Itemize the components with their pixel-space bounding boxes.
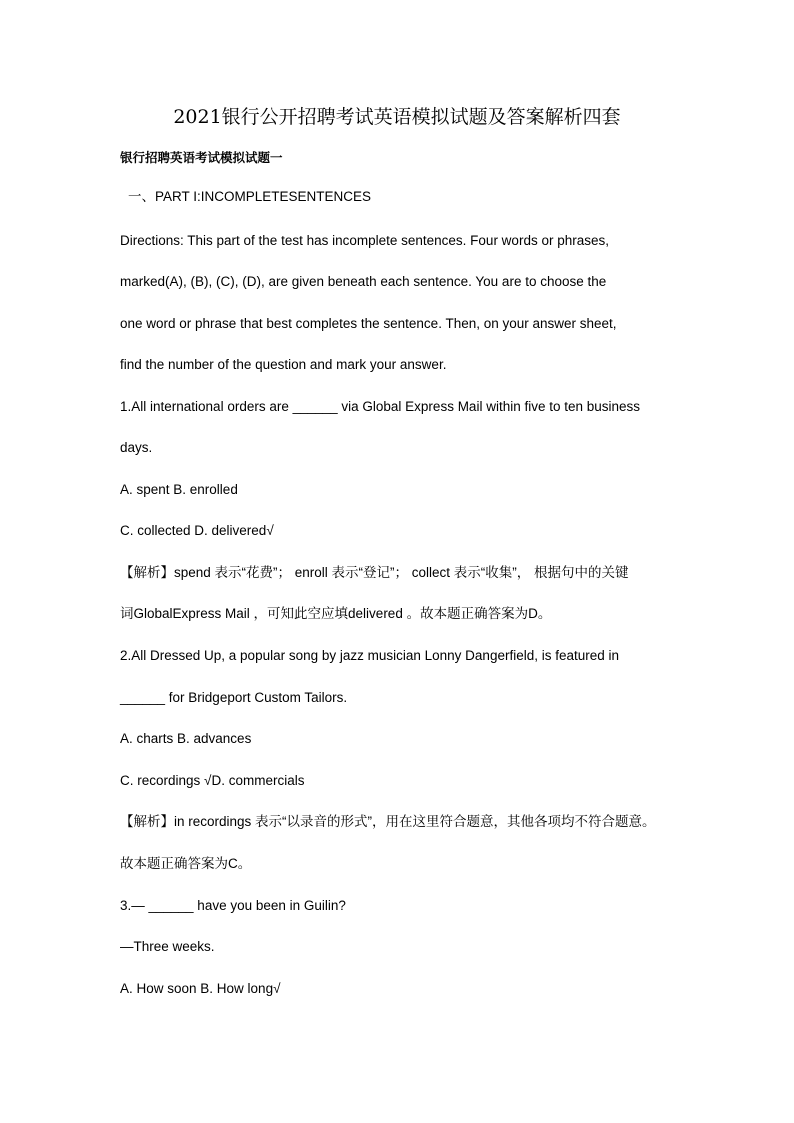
question-2-stem: 2.All Dressed Up, a popular song by jazz musician Lonny Dangerfield, is featured in: [120, 648, 620, 663]
question-2-stem: ______ for Bridgeport Custom Tailors.: [120, 690, 348, 705]
question-1-options: C. collected D. delivered√: [120, 523, 274, 538]
directions-line: find the number of the question and mark your answer.: [120, 357, 447, 372]
document-title: 2021银行公开招聘考试英语模拟试题及答案解析四套: [173, 106, 621, 128]
question-2-options: A. charts B. advances: [120, 731, 252, 746]
question-3-options: A. How soon B. How long√: [120, 981, 281, 996]
question-1-stem: 1.All international orders are ______ via Global Express Mail within five to ten business: [120, 399, 641, 414]
question-1-analysis: 词GlobalExpress Mail ，可知此空应填delivered 。故本题正确答案为D。: [120, 606, 552, 621]
question-2-options: C. recordings √D. commercials: [120, 773, 305, 788]
question-2-analysis: 【解析】in recordings 表示“以录音的形式”，用在这里符合题意，其他各项均不符合题意。: [120, 814, 656, 829]
question-2-analysis: 故本题正确答案为C。: [120, 856, 252, 871]
question-1-analysis: 【解析】spend 表示“花费”； enroll 表示“登记”； collect 表示“收集”， 根据句中的关键: [120, 565, 629, 580]
directions-line: Directions: This part of the test has incomplete sentences. Four words or phrases,: [120, 233, 609, 248]
question-3-answer: —Three weeks.: [120, 939, 215, 954]
question-3-stem: 3.— ______ have you been in Guilin?: [120, 898, 346, 913]
question-1-stem: days.: [120, 440, 153, 455]
part-heading: 一、PART I:INCOMPLETESENTENCES: [128, 189, 372, 204]
section-subtitle: 银行招聘英语考试模拟试题一: [120, 150, 283, 165]
directions-line: one word or phrase that best completes the sentence. Then, on your answer sheet,: [120, 316, 617, 331]
directions-line: marked(A), (B), (C), (D), are given beneath each sentence. You are to choose the: [120, 274, 607, 289]
question-1-options: A. spent B. enrolled: [120, 482, 238, 497]
